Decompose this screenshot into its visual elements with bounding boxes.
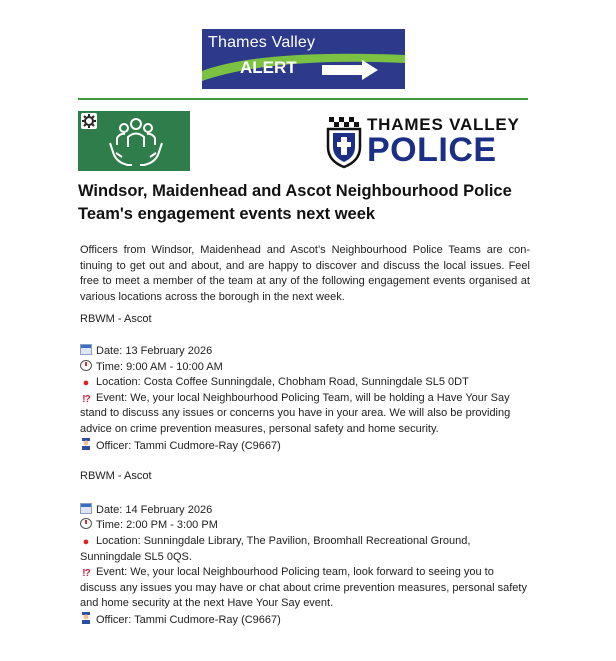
thames-valley-police-logo bbox=[325, 115, 530, 171]
event-time-text: Time: 2:00 PM - 3:00 PM bbox=[96, 519, 218, 532]
event-location bbox=[80, 534, 530, 565]
thames-valley-alert-banner bbox=[202, 29, 405, 89]
police-officer-icon bbox=[80, 612, 92, 623]
police-officer-icon bbox=[80, 438, 92, 449]
event-location-text: Location: Sunningdale Library, The Pavilion, Broomhall Recreational Ground, Sunningdale SL5 0QS. bbox=[80, 534, 471, 563]
event-area-label: RBWM - Ascot bbox=[80, 470, 152, 483]
banner-alert-text: ALERT bbox=[240, 58, 297, 77]
neighbourhood-community-logo bbox=[78, 111, 190, 171]
exclamation-question-icon: !? bbox=[82, 393, 90, 405]
police-logo-title: THAMES VALLEY bbox=[367, 115, 520, 134]
event-location-text: Location: Costa Coffee Sunningdale, Chobham Road, Sunningdale SL5 0DT bbox=[96, 376, 469, 389]
banner-title: Thames Valley bbox=[208, 34, 316, 51]
event-date bbox=[80, 344, 530, 360]
calendar-icon bbox=[80, 503, 92, 514]
event-location bbox=[80, 375, 530, 391]
event-date-text: Date: 13 February 2026 bbox=[96, 344, 213, 357]
intro-paragraph: Officers from Windsor, Maidenhead and Ascot’s Neighbourhood Police Teams are con- tinuing to get out and about, and are happy to discover and discuss the local issues. Feel free to meet a member of the team at any of the following engagement events organised at various locations across the borough in the next week. bbox=[80, 244, 530, 303]
event-officer bbox=[80, 438, 530, 455]
calendar-icon bbox=[80, 344, 92, 355]
clock-icon bbox=[80, 360, 92, 371]
event-date bbox=[80, 503, 530, 519]
event-officer-text: Officer: Tammi Cudmore-Ray (C9667) bbox=[96, 613, 281, 626]
event-date-text: Date: 14 February 2026 bbox=[96, 503, 213, 516]
location-pin-icon: ● bbox=[82, 535, 90, 548]
article-body bbox=[80, 243, 530, 628]
police-logo-wordmark: POLICE bbox=[367, 131, 497, 169]
people-in-hands-icon bbox=[106, 115, 166, 169]
event-description bbox=[80, 391, 530, 438]
event-officer-text: Officer: Tammi Cudmore-Ray (C9667) bbox=[96, 439, 281, 452]
event-time-text: Time: 9:00 AM - 10:00 AM bbox=[96, 360, 223, 373]
event-area-label: RBWM - Ascot bbox=[80, 313, 152, 326]
police-crest-icon bbox=[325, 115, 363, 169]
event-description bbox=[80, 565, 530, 612]
page-title: Windsor, Maidenhead and Ascot Neighbourhood Police Team's engagement events next week bbox=[78, 182, 512, 223]
exclamation-question-icon: !? bbox=[82, 568, 90, 580]
event-description-text: Event: We, your local Neighbourhood Policing Team, will be holding a Have Your Say stand to discuss any issues or concerns you have in your area. We will also be providing advice on crime prevention measures, personal safety and home security. bbox=[80, 391, 511, 435]
location-pin-icon: ● bbox=[82, 377, 90, 390]
header-divider bbox=[78, 98, 528, 100]
event-description-text: Event: We, your local Neighbourhood Policing team, look forward to seeing you to discuss any issues you may have or chat about crime prevention measures, personal safety and home security at the next Have Your Say event. bbox=[80, 566, 527, 610]
event-time bbox=[80, 360, 530, 376]
clock-icon bbox=[80, 518, 92, 529]
event-officer bbox=[80, 612, 530, 629]
event-time bbox=[80, 518, 530, 534]
gear-icon bbox=[81, 113, 97, 129]
